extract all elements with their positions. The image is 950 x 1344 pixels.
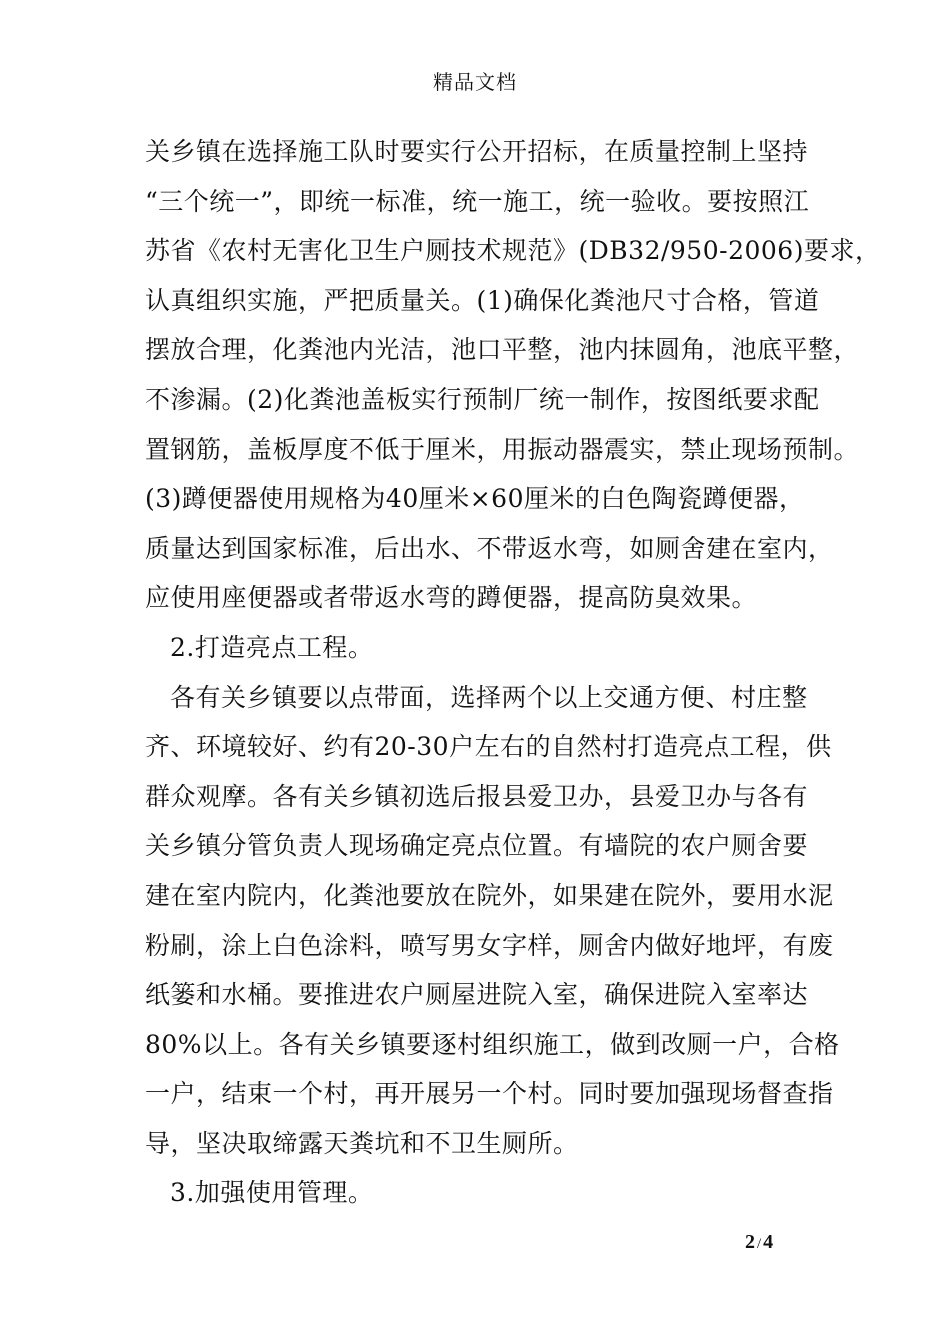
text-line: “三个统一”，即统一标准，统一施工，统一验收。要按照江: [145, 186, 810, 216]
text-line: 苏省《农村无害化卫生户厕技术规范》(DB32/950-2006)要求，: [145, 236, 881, 266]
text-line: 一户，结束一个村，再开展另一个村。同时要加强现场督查指: [145, 1079, 834, 1109]
text-line: 置钢筋，盖板厚度不低于厘米，用振动器震实，禁止现场预制。: [145, 434, 860, 464]
text-line: 粉刷，涂上白色涂料，喷写男女字样，厕舍内做好地坪，有废: [145, 930, 834, 960]
text-line: 纸篓和水桶。要推进农户厕屋进院入室，确保进院入室率达: [145, 980, 809, 1010]
text-line: 关乡镇在选择施工队时要实行公开招标，在质量控制上坚持: [145, 137, 809, 166]
text-line: 质量达到国家标准，后出水、不带返水弯，如厕舍建在室内，: [145, 533, 834, 563]
text-line: 应使用座便器或者带返水弯的蹲便器，提高防臭效果。: [145, 583, 758, 613]
text-line: 80%以上。各有关乡镇要逐村组织施工，做到改厕一户，合格: [145, 1029, 840, 1059]
page-number: [745, 1230, 773, 1256]
page-current: 2: [745, 1231, 755, 1253]
text-line: 摆放合理，化粪池内光洁，池口平整，池内抹圆角，池底平整，: [145, 335, 860, 365]
page-total: 4: [763, 1231, 774, 1253]
text-line: 认真组织实施，严把质量关。(1)确保化粪池尺寸合格，管道: [145, 285, 820, 315]
section-heading: 3.加强使用管理。: [170, 1178, 374, 1208]
document-body: [145, 127, 881, 1218]
text-line: 各有关乡镇要以点带面，选择两个以上交通方便、村庄整: [170, 682, 808, 712]
text-line: 导，坚决取缔露天粪坑和不卫生厕所。: [145, 1128, 579, 1158]
page-header: 精品文档: [433, 70, 517, 94]
section-heading: 2.打造亮点工程。: [170, 632, 374, 662]
page-separator: /: [757, 1236, 762, 1252]
text-line: 齐、环境较好、约有20-30户左右的自然村打造亮点工程，供: [145, 732, 832, 762]
text-line: 群众观摩。各有关乡镇初选后报县爱卫办，县爱卫办与各有: [145, 781, 809, 811]
text-line: 关乡镇分管负责人现场确定亮点位置。有墙院的农户厕舍要: [145, 831, 809, 861]
text-line: 建在室内院内，化粪池要放在院外，如果建在院外，要用水泥: [145, 880, 834, 910]
text-line: (3)蹲便器使用规格为40厘米×60厘米的白色陶瓷蹲便器，: [145, 484, 805, 514]
text-line: 不渗漏。(2)化粪池盖板实行预制厂统一制作，按图纸要求配: [145, 384, 820, 414]
